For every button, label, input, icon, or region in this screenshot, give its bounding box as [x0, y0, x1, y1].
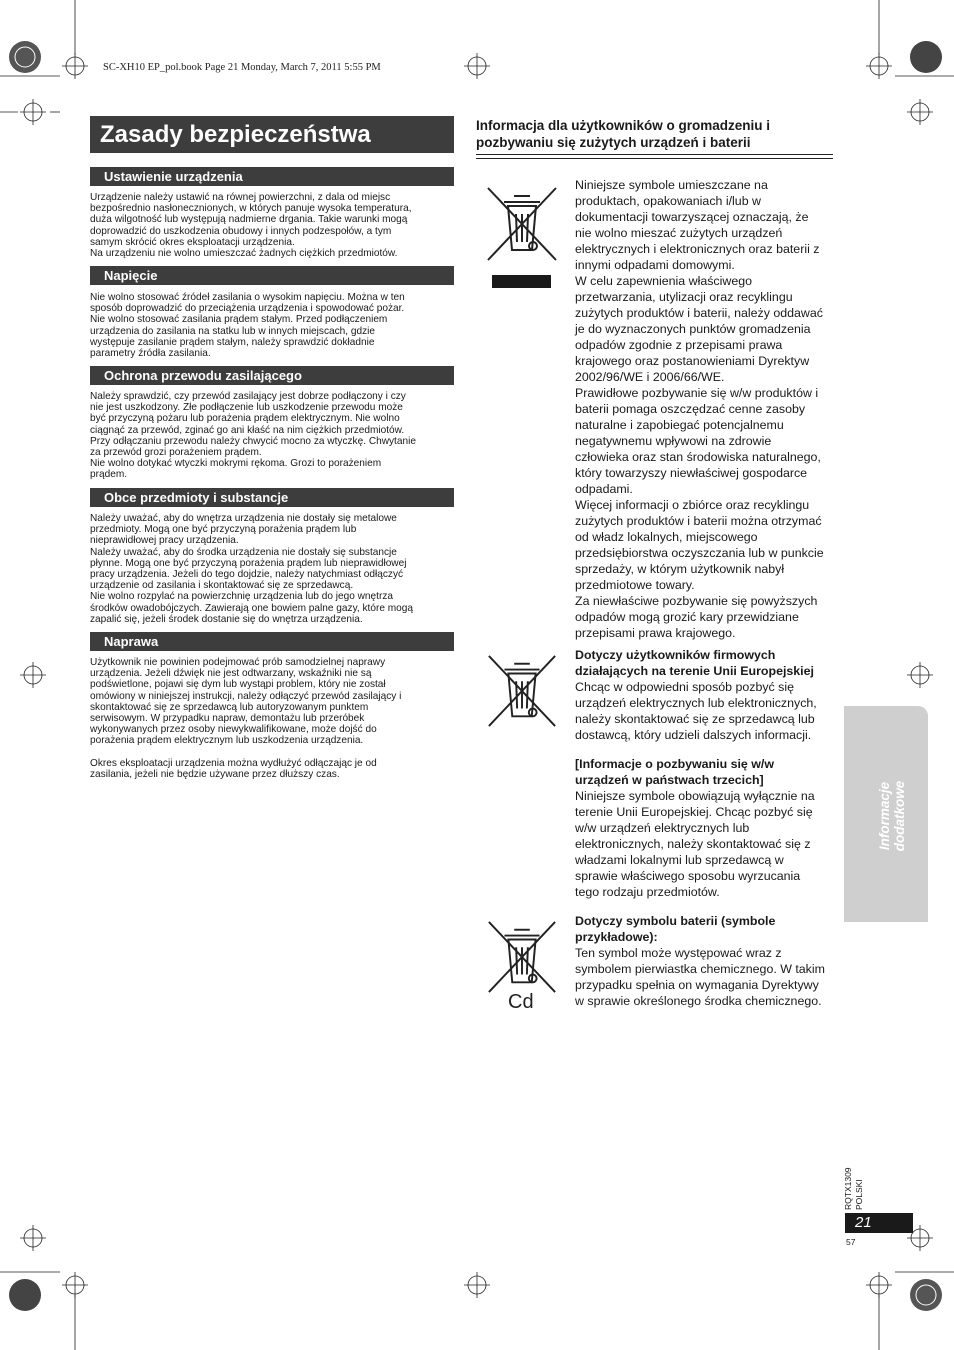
crossed-bin-icon [486, 920, 558, 994]
divider [476, 158, 833, 159]
business-users-heading: Dotyczy użytkowników firmowych działających na terenie Unii Europejskiej [575, 648, 814, 678]
crossed-bin-icon [486, 186, 558, 262]
bin-underline-bar [492, 275, 551, 288]
section-side-tab [844, 706, 928, 922]
page-title: Zasady bezpieczeństwa [90, 116, 454, 153]
section-heading-repair: Naprawa [90, 632, 454, 651]
section-heading-foreign-objects: Obce przedmioty i substancje [90, 488, 454, 507]
print-header-line: SC-XH10 EP_pol.book Page 21 Monday, March 7, 2011 5:55 PM [103, 62, 381, 73]
document-code-text: RQTX1309 POLSKI [843, 1167, 864, 1210]
section-text-foreign-objects: Należy uważać, aby do wnętrza urządzenia nie dostały się metalowe przedmioty. Mogą one być przyczyną porażenia prądem lub nieprawidłowej pracy urządzenia. Należy uważać, aby do środka urządzenia nie dostały się substancje płynne. Mogą one być przyczyną porażenia prądem lub nieprawidłowej pracy urządzenia. Jeżeli do tego dojdzie, należy natychmiast odłączyć urządzenie od zasilania i skontaktować się ze sprzedawcą. Nie wolno rozpylać na powierzchnię urządzenia lub do jego wnętrza środków owadobójczych. Zawierają one bowiem palne gazy, które mogą zapalić się, jeżeli środek dostanie się do wnętrza urządzenia. [90, 513, 413, 625]
section-heading-voltage: Napięcie [90, 266, 454, 285]
battery-symbol-heading: Dotyczy symbolu baterii (symbole przykładowe): [575, 914, 776, 944]
section-text-cord: Należy sprawdzić, czy przewód zasilający jest dobrze podłączony i czy nie jest uszkodzony. Złe podłączenie lub uszkodzenie przewodu może być przyczyną pożaru lub porażenia prądem elektrycznym. Nie wolno ciągnąć za przewód, zginać go ani kłaść na nim ciężkich przedmiotów. Przy odłączaniu przewodu należy chwycić mocno za wtyczkę. Chwytanie za przewód grozi porażeniem prądem. Nie wolno dotykać wtyczki mokrymi rękoma. Grozi to porażeniem prądem. [90, 391, 416, 481]
crossed-bin-icon [486, 654, 558, 728]
document-code [834, 1152, 874, 1208]
disposal-heading: Informacja dla użytkowników o gromadzeniu i pozbywaniu się zużytych urządzeń i baterii [476, 118, 771, 150]
divider [476, 154, 833, 155]
chemical-symbol-label: Cd [508, 991, 534, 1013]
section-text-setup: Urządzenie należy ustawić na równej powierzchni, z dala od miejsc bezpośrednio nasłonecznionych, w których panuje wysoka temperatura, duża wilgotność lub występują nadmierne drgania. Takie warunki mogą doprowadzić do uszkodzenia obudowy i innych podzespołów, a tym samym skrócić okres eksploatacji urządzenia. Na urządzeniu nie wolno umieszczać żadnych ciężkich przedmiotów. [90, 192, 412, 260]
section-text-voltage: Nie wolno stosować źródeł zasilania o wysokim napięciu. Można w ten sposób doprowadzić do przeciążenia urządzenia i spowodować pożar. Nie wolno stosować zasilania prądem stałym. Przed podłączeniem urządzenia do zasilania na statku lub w innych miejscach, gdzie występuje zasilanie prądem stałym, należy sprawdzić dokładnie parametry źródła zasilania. [90, 292, 405, 360]
page-sub-number: 57 [846, 1237, 856, 1247]
side-tab-label: Informacje dodatkowe [877, 780, 907, 852]
section-heading-cord: Ochrona przewodu zasilającego [90, 366, 454, 385]
battery-symbol-text: Ten symbol może występować wraz z symbolem pierwiastka chemicznego. W takim przypadku spełnia on wymagania Dyrektywy w sprawie określonego środka chemicznego. [575, 946, 825, 1008]
section-heading-setup: Ustawienie urządzenia [90, 167, 454, 186]
page-number: 21 [845, 1213, 913, 1233]
third-countries-heading: [Informacje o pozbywaniu się w/w urządzeń w państwach trzecich] [575, 757, 774, 787]
third-countries-text: Niniejsze symbole obowiązują wyłącznie na terenie Unii Europejskiej. Chcąc pozbyć się w/w urządzeń elektrycznych lub elektronicznych, należy skontaktować się z władzami lokalnymi lub sprzedawcą w sprawie właściwego sposobu wyrzucania tego rodzaju przedmiotów. [575, 789, 815, 899]
section-text-repair: Użytkownik nie powinien podejmować prób samodzielnej naprawy urządzenia. Jeżeli dźwięk nie jest odtwarzany, wskaźniki nie są podświetlone, pojawi się dym lub wystąpi problem, który nie został omówiony w niniejszej instrukcji, należy odłączyć przewód zasilający i skontaktować się ze sprzedawcą lub autoryzowanym punktem serwisowym. W przypadku napraw, demontażu lub przeróbek wykonywanych przez osoby niewykwalifikowane, może dojść do porażenia prądem elektrycznym lub uszkodzenia urządzenia. Okres eksploatacji urządzenia można wydłużyć odłączając je od zasilania, jeżeli nie będzie używane przez dłuższy czas. [90, 657, 402, 781]
disposal-text-main: Niniejsze symbole umieszczane na produktach, opakowaniach i/lub w dokumentacji towarzyszącej oznaczają, że nie wolno mieszać zużytych urządzeń elektrycznych i elektronicznych oraz baterii z innymi odpadami domowymi. W celu zapewnienia właściwego przetwarzania, utylizacji oraz recyklingu zużytych produktów i baterii, należy oddawać je do wyznaczonych punktów gromadzenia odpadów zgodnie z przepisami prawa krajowego oraz postanowieniami Dyrektyw 2002/96/WE i 2006/66/WE. Prawidłowe pozbywanie się w/w produktów i baterii pomaga oszczędzać cenne zasoby naturalne i zapobiegać potencjalnemu negatywnemu wpływowi na zdrowie człowieka oraz stan środowiska naturalnego, który towarzyszy niewłaściwej gospodarce odpadami. Więcej informacji o zbiórce oraz recyklingu zużytych produktów i baterii można otrzymać od władz lokalnych, miejscowego przedsiębiorstwa oczyszczania lub w punkcie sprzedaży, w którym użytkownik nabył przedmiotowe towary. Za niewłaściwe pozbywanie się powyższych odpadów mogą grozić kary przewidziane przepisami prawa krajowego. [575, 178, 824, 640]
business-users-text: Chcąc w odpowiedni sposób pozbyć się urządzeń elektrycznych lub elektronicznych, należy skontaktować się ze sprzedawcą lub dostawcą, który udzieli dalszych informacji. [575, 680, 817, 742]
